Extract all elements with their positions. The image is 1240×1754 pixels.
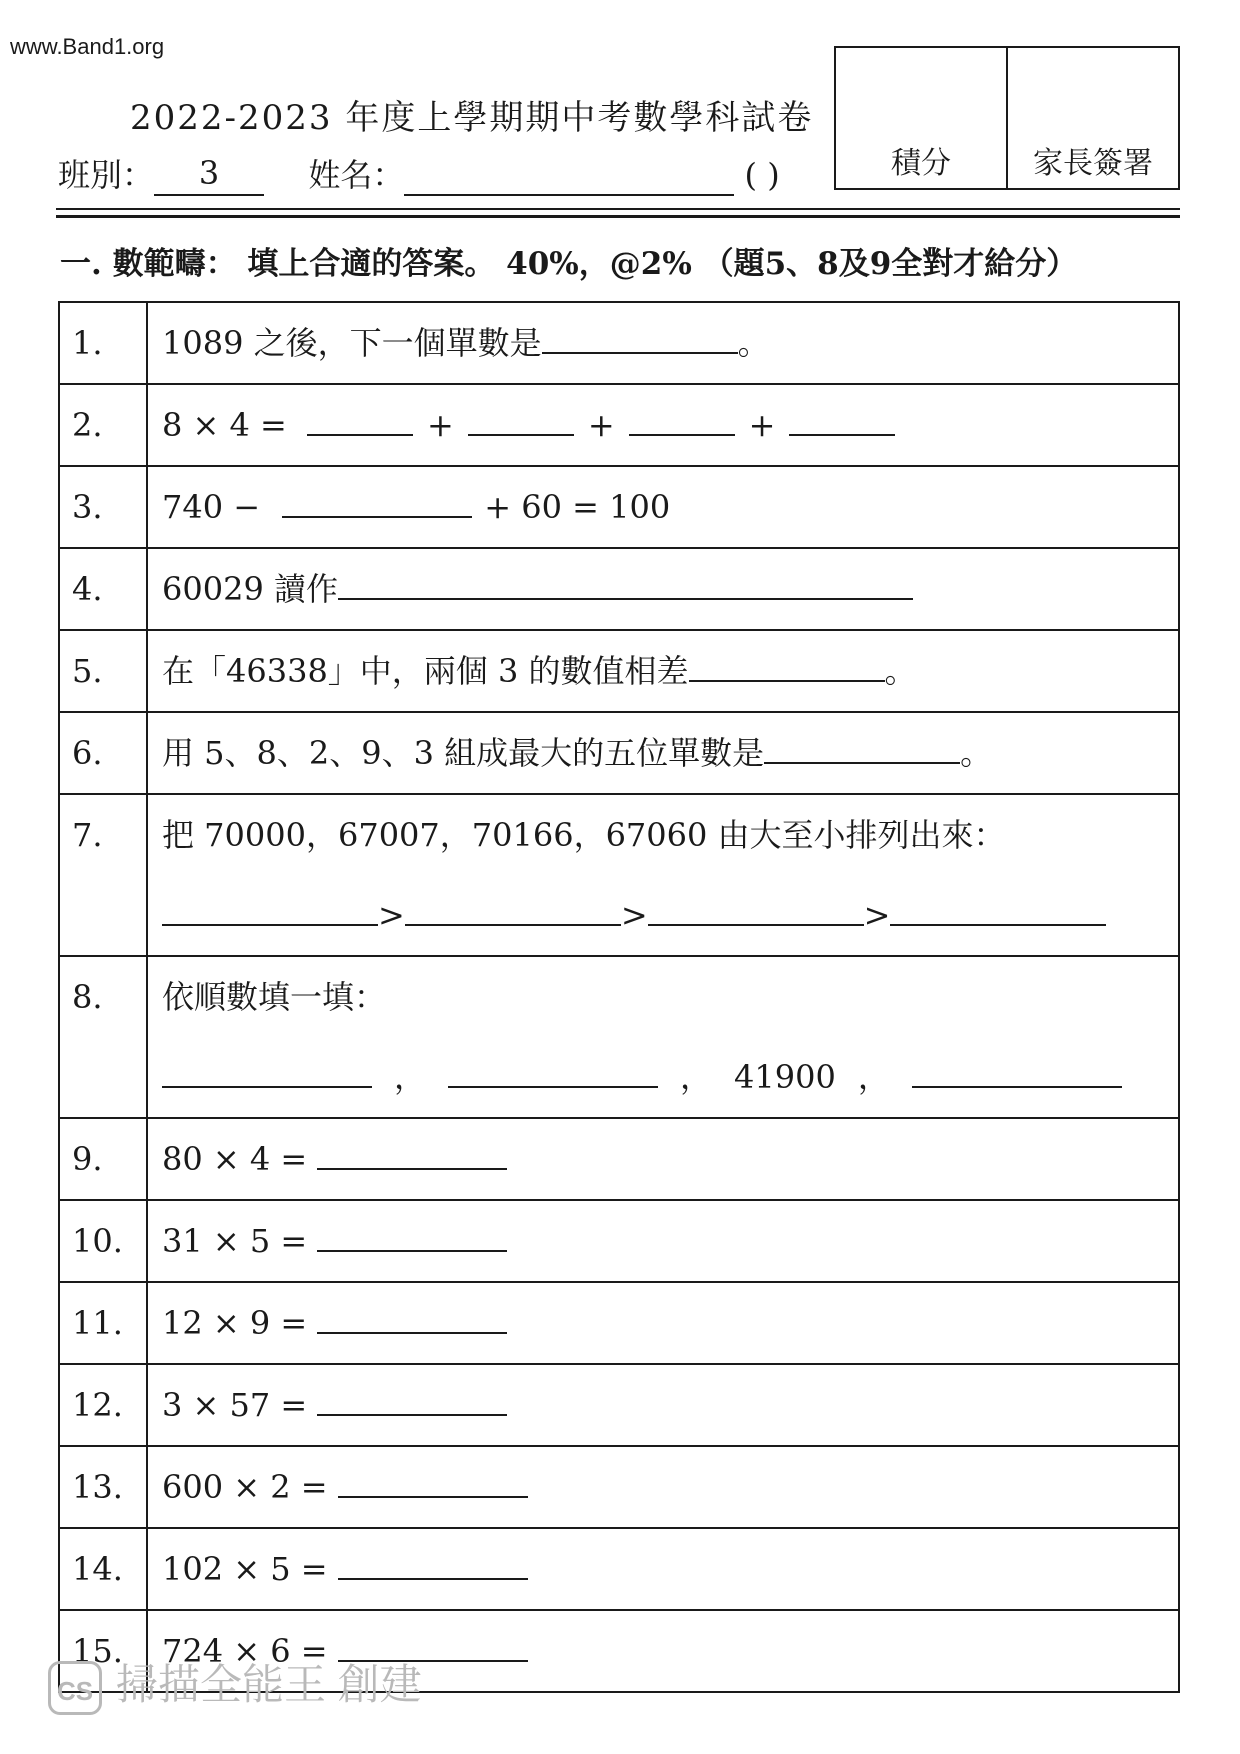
answer-blank[interactable] [282, 486, 472, 518]
question-number: 9. [59, 1118, 147, 1200]
answer-blank[interactable] [689, 650, 885, 682]
answer-blank[interactable] [890, 894, 1106, 926]
question-number: 3. [59, 466, 147, 548]
question-row [59, 302, 1179, 384]
question-number: 15. [59, 1610, 147, 1692]
answer-blank[interactable] [162, 894, 378, 926]
student-info-line [58, 150, 780, 196]
question-number: 6. [59, 712, 147, 794]
question-row [59, 1446, 1179, 1528]
question-text: 80 × 4 = [147, 1118, 1179, 1200]
question-text: 31 × 5 = [147, 1200, 1179, 1282]
answer-blank[interactable] [629, 404, 735, 436]
score-label: 積分 [891, 146, 951, 181]
question-number: 5. [59, 630, 147, 712]
answer-blank[interactable] [448, 1056, 658, 1088]
question-row [59, 1118, 1179, 1200]
scanner-watermark [48, 1652, 422, 1715]
answer-blank[interactable] [789, 404, 895, 436]
answer-blank[interactable] [317, 1220, 507, 1252]
answer-blank[interactable] [307, 404, 413, 436]
question-row [59, 1200, 1179, 1282]
answer-blank[interactable] [317, 1138, 507, 1170]
question-number: 12. [59, 1364, 147, 1446]
name-label: 姓名： [308, 156, 405, 194]
question-text: 724 × 6 = [147, 1610, 1179, 1692]
question-text: 依順數填一填： ， ， 41900 ， [147, 956, 1179, 1118]
question-number: 4. [59, 548, 147, 630]
answer-blank[interactable] [764, 732, 960, 764]
question-row [59, 794, 1179, 956]
camscanner-logo-icon: CS [48, 1661, 102, 1715]
question-row [59, 466, 1179, 548]
question-row [59, 1528, 1179, 1610]
answer-blank[interactable] [317, 1302, 507, 1334]
question-text: 在「46338」中，兩個 3 的數值相差 。 [147, 630, 1179, 712]
question-text: 600 × 2 = [147, 1446, 1179, 1528]
question-number: 10. [59, 1200, 147, 1282]
watermark-text: 掃描全能王 創建 [116, 1661, 422, 1708]
class-field[interactable]: 3 [154, 154, 264, 196]
question-text: 1089 之後，下一個單數是 。 [147, 302, 1179, 384]
header-divider-thick [56, 215, 1180, 218]
exam-title: 2022-2023 年度上學期期中考數學科試卷 [130, 98, 814, 138]
question-text: 用 5、8、2、9、3 組成最大的五位單數是 。 [147, 712, 1179, 794]
answer-blank[interactable] [912, 1056, 1122, 1088]
header-divider [56, 208, 1180, 210]
class-label: 班別： [58, 156, 155, 194]
parent-signature-cell[interactable] [1006, 48, 1178, 188]
given-number: 41900 [734, 1058, 836, 1096]
question-text: 3 × 57 = [147, 1364, 1179, 1446]
question-text: 12 × 9 = [147, 1282, 1179, 1364]
question-row [59, 1282, 1179, 1364]
question-text: 8 × 4 = + + + [147, 384, 1179, 466]
question-number: 8. [59, 956, 147, 1118]
question-row [59, 548, 1179, 630]
answer-blank[interactable] [338, 568, 913, 600]
question-row [59, 630, 1179, 712]
question-text: 把 70000，67007，70166，67060 由大至小排列出來： > > > [147, 794, 1179, 956]
question-table [58, 301, 1180, 1693]
name-field[interactable] [404, 154, 734, 196]
question-number: 1. [59, 302, 147, 384]
score-cell[interactable] [836, 48, 1006, 188]
answer-blank[interactable] [468, 404, 574, 436]
question-number: 2. [59, 384, 147, 466]
question-number: 7. [59, 794, 147, 956]
score-box [834, 46, 1180, 190]
question-row [59, 956, 1179, 1118]
question-row [59, 712, 1179, 794]
class-number-paren: ( ) [744, 156, 780, 194]
question-text: 60029 讀作 [147, 548, 1179, 630]
answer-blank[interactable] [338, 1548, 528, 1580]
parent-signature-label: 家長簽署 [1033, 146, 1153, 181]
answer-blank[interactable] [648, 894, 864, 926]
answer-blank[interactable] [338, 1466, 528, 1498]
question-text: 740 − + 60 = 100 [147, 466, 1179, 548]
site-url: www.Band1.org [10, 34, 165, 59]
section-heading: 一. 數範疇： 填上合適的答案。 40%，@2% （題5、8及9全對才給分） [60, 246, 1078, 282]
answer-blank[interactable] [162, 1056, 372, 1088]
question-text: 102 × 5 = [147, 1528, 1179, 1610]
answer-blank[interactable] [405, 894, 621, 926]
answer-blank[interactable] [542, 322, 738, 354]
question-number: 13. [59, 1446, 147, 1528]
question-row [59, 1364, 1179, 1446]
answer-blank[interactable] [317, 1384, 507, 1416]
question-row [59, 384, 1179, 466]
question-number: 11. [59, 1282, 147, 1364]
question-number: 14. [59, 1528, 147, 1610]
